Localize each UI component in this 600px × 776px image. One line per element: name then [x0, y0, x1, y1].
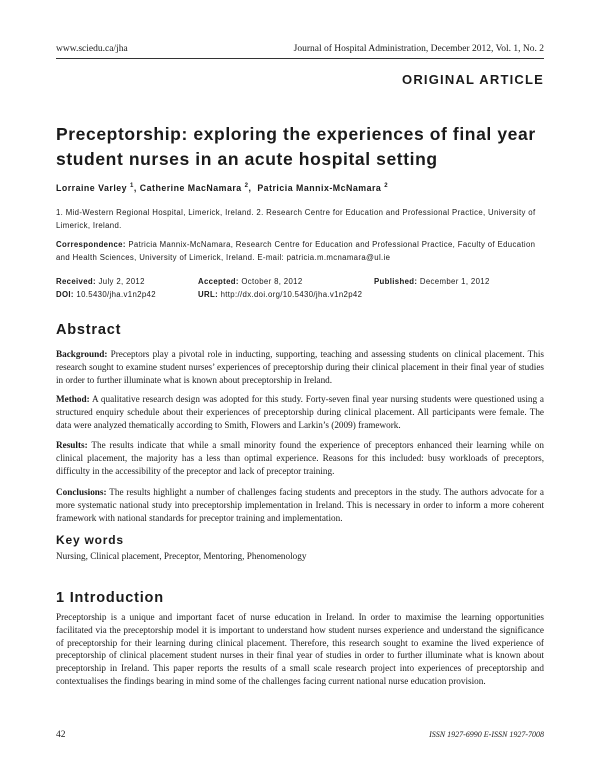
background-text: Preceptors play a pivotal role in inducting, supporting, teaching and assessing students on clinical placement. This research sought to examine student nurses’ experiences of preceptorship during their clinical placement in their final year of studies in order to further illuminate what is known about preceptorship in Ireland.: [56, 349, 545, 385]
doi-value: 10.5430/jha.v1n2p42: [76, 289, 156, 299]
introduction-text: Preceptorship is a unique and important facet of nurse education in Ireland. In order to maximise the learning opportunities facilitated via the preceptorship model it is important to understand how student nurses experience and understand the significance of preceptorship for their learning during clinical placement. Therefore, this research sought to examine the lived experience of preceptorship of clinical placement student nurses in their final year of studies in order to further illuminate what is known about preceptorship in Ireland. This paper reports the results of a small scale research project into experiences of preceptorship and contextualises the findings bearing in mind some of the challenges facing current national nurse education provision.: [56, 612, 544, 686]
author-affiliation-marker: 1: [130, 183, 134, 190]
doi-url-link[interactable]: http://dx.doi.org/10.5430/jha.v1n2p42: [220, 289, 363, 299]
journal-info: Journal of Hospital Administration, December 2012, Vol. 1, No. 2: [293, 44, 544, 54]
conclusions-label: Conclusions:: [56, 487, 107, 497]
article-type-label: ORIGINAL ARTICLE: [402, 72, 544, 87]
page-number: 42: [56, 730, 66, 740]
correspondence-text: Patricia Mannix-McNamara, Research Centre for Education and Professional Practice, Faculty of Education and Health Sciences, University of Limerick, Ireland. E-mail: patricia.m.mcnamara@ul.ie: [56, 240, 536, 262]
abstract-method: [56, 393, 544, 431]
abstract-results: [56, 439, 544, 477]
affiliations: 1. Mid-Western Regional Hospital, Limerick, Ireland. 2. Research Centre for Education and Professional Practice, University of Limerick, Ireland.: [56, 208, 536, 230]
method-label: Method:: [56, 394, 90, 404]
abstract-background: [56, 348, 544, 386]
results-label: Results:: [56, 440, 88, 450]
background-label: Background:: [56, 349, 108, 359]
author-affiliation-marker: 2: [384, 183, 389, 190]
title-line-2: student nurses in an acute hospital setting: [56, 149, 438, 169]
doi-label: DOI:: [56, 289, 74, 299]
received-date: July 2, 2012: [98, 277, 145, 286]
accepted-block: [198, 276, 362, 301]
publication-dates: [56, 276, 544, 302]
issn-info: ISSN 1927-6990 E-ISSN 1927-7008: [429, 730, 544, 739]
correspondence-label: Correspondence:: [56, 240, 126, 249]
author-name: Patricia Mannix-McNamara: [257, 183, 382, 193]
abstract-conclusions: [56, 486, 544, 524]
author-name: Catherine MacNamara: [139, 183, 242, 193]
received-label: Received:: [56, 277, 96, 286]
published-block: [374, 276, 490, 289]
abstract-heading: Abstract: [56, 322, 122, 338]
accepted-date: October 8, 2012: [241, 277, 303, 286]
author-affiliation-marker: 2: [244, 183, 249, 190]
journal-url[interactable]: www.sciedu.ca/jha: [56, 44, 128, 54]
accepted-label: Accepted:: [198, 277, 239, 286]
keywords-heading: Key words: [56, 533, 124, 547]
published-date: December 1, 2012: [419, 277, 490, 286]
published-label: Published:: [374, 277, 418, 286]
method-text: A qualitative research design was adopted for this study. Forty-seven final year nursing students were questioned using a structured enquiry schedule about their experiences of preceptorship during clinical placement. All participants were female. The data were analyzed thematically according to Smith, Flowers and Larkin’s (2009) framework.: [56, 394, 545, 430]
received-block: [56, 276, 156, 301]
results-text: The results indicate that while a small minority found the experience of preceptors enhanced their learning while on clinical placement, the majority has a less than optimal experience. Reasons for this included: busy workloads of preceptors, difficulty in the accessibility of the preceptor and lack of preceptor training.: [56, 440, 544, 476]
introduction-heading: 1 Introduction: [56, 590, 164, 606]
article-title: [56, 122, 544, 172]
url-label: URL:: [198, 289, 219, 299]
author-list: Lorraine Varley $^1$, Catherine MacNamara $^2$, Patricia Mannix-McNamara $^2$: [56, 183, 389, 193]
header-divider: [56, 58, 544, 59]
title-line-1: Preceptorship: exploring the experiences of final year: [56, 124, 536, 144]
correspondence: [56, 239, 544, 264]
author-name: Lorraine Varley: [56, 183, 128, 193]
conclusions-text: The results highlight a number of challenges facing students and preceptors in the study. The authors advocate for a more systematic national study into preceptorship implementation in Ireland. This is necessary in order to inform a more coherent framework with national standards for preceptor training and implementation.: [56, 487, 544, 523]
keywords-list: Nursing, Clinical placement, Preceptor, Mentoring, Phenomenology: [56, 551, 307, 561]
